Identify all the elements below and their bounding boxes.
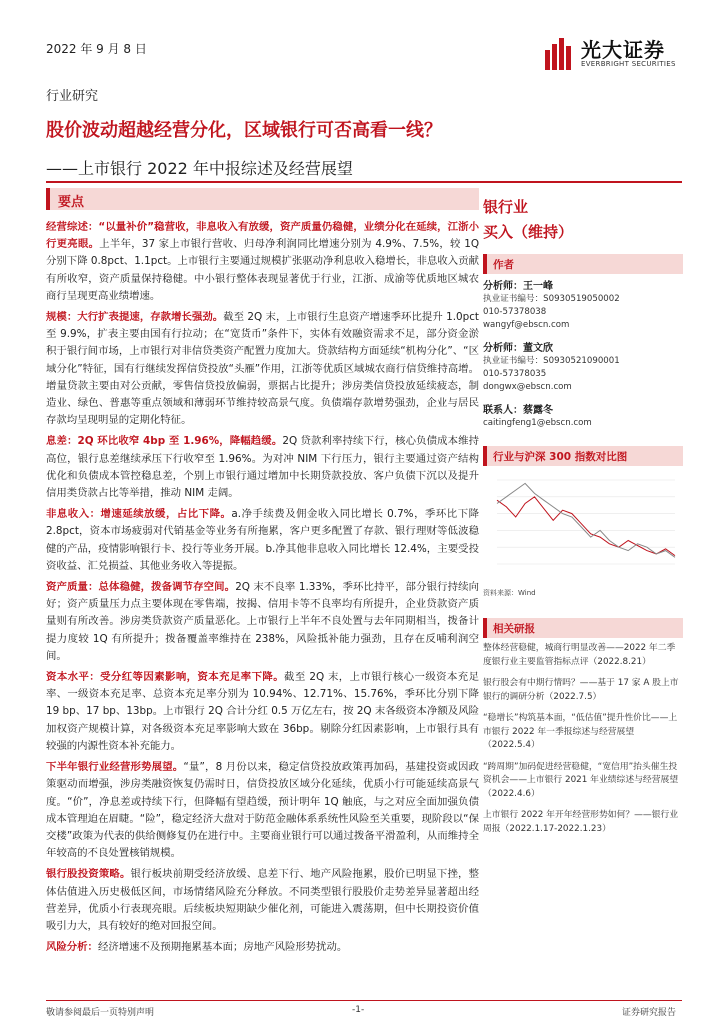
- key-point-paragraph: [46, 506, 479, 575]
- paragraph-head: 非息收入：增速延续放缓，占比下降。: [46, 508, 232, 521]
- analyst-block: [483, 280, 683, 332]
- analyst-name: 分析师：董文欣: [483, 343, 553, 354]
- key-points-heading: 要点: [58, 195, 85, 210]
- index-comparison-chart: [483, 472, 683, 580]
- related-heading: 相关研报: [493, 623, 535, 635]
- paragraph-body: a.净手续费及佣金收入同比增长 0.7%，季环比下降 2.8pct，资本市场疲弱对代销基金等业务有所拖累，客户更多配置了存款、银行理财等低波稳健的产品，疫情影响银行卡、投行等业务开展。b.净其他非息收入同比增长 12.4%，主要受投资收益、汇兑损益、其他业务收入等提振。: [46, 508, 479, 572]
- chart-header: [483, 446, 683, 466]
- paragraph-head: 资产质量：总体稳健，拨备调节存空间。: [46, 581, 236, 594]
- chart-series-line: [497, 497, 675, 556]
- analyst-email[interactable]: dongwx@ebscn.com: [483, 382, 572, 392]
- paragraph-head: 经营综述：“以量补价”稳营收，非息收入有放缓，资产质量仍稳健，业绩分化在延续，江浙小行更亮眼。: [46, 221, 479, 251]
- paragraph-head: 息差：2Q 环比收窄 4bp 至 1.96%，降幅趋缓。: [46, 435, 283, 448]
- header-accent: [483, 446, 487, 466]
- investment-rating: 买入（维持）: [483, 223, 574, 241]
- footer-divider: [46, 1000, 682, 1001]
- paragraph-head: 银行股投资策略。: [46, 868, 131, 881]
- paragraph-head: 风险分析：: [46, 941, 98, 954]
- report-subtitle: ——上市银行 2022 年中报综述及经营展望: [46, 159, 353, 178]
- paragraph-head: 资本水平：受分红等因素影响，资本充足率下降。: [46, 671, 285, 684]
- analyst-email[interactable]: wangyf@ebscn.com: [483, 320, 570, 330]
- key-points-header: [46, 188, 479, 210]
- analyst-block: [483, 342, 683, 394]
- key-point-paragraph: [46, 579, 479, 665]
- author-header: [483, 254, 683, 274]
- chart-heading: 行业与沪深 300 指数对比图: [493, 451, 628, 463]
- key-points-body: [46, 219, 479, 960]
- analyst-phone: 010-57378035: [483, 369, 547, 379]
- company-logo: [545, 30, 685, 76]
- key-point-paragraph: [46, 866, 479, 935]
- key-point-paragraph: [46, 219, 479, 305]
- report-title: 股价波动超越经营分化，区域银行可否高看一线？: [46, 120, 442, 141]
- contact-email[interactable]: caitingfeng1@ebscn.com: [483, 418, 592, 428]
- key-point-paragraph: [46, 669, 479, 755]
- related-report-link[interactable]: 整体经营稳健，城商行明显改善——2022 年二季度银行业主要监管指标点评（2022.8.21）: [483, 643, 676, 667]
- key-point-paragraph: [46, 433, 479, 502]
- sector-name: 银行业: [483, 198, 529, 216]
- logo-mark-icon: [545, 36, 575, 70]
- paragraph-body: “量”，8 月份以来，稳定信贷投放政策再加码，基建投资或因政策驱动而增强，涉房类融资恢复仍需时日，信贷投放区域分化延续，优质小行可能延续高景气度。“价”，净息差或持续下行，但降幅有望趋缓，预计明年 1Q 触底，与之对应全面加强负债成本管理迫在眉睫。“险”，稳定经济大盘对于防范金融体系系统性风险至关重要，现阶段以“保交楼”政策为代表的供给侧修复仍在进行中。主要商业银行可以通过拨备平滑盈利，从而维持全年较高的不良处置核销规模。: [46, 761, 479, 860]
- title-divider: [46, 181, 682, 183]
- header-accent: [483, 618, 487, 638]
- chart-source: 资料来源：Wind: [483, 589, 536, 597]
- paragraph-body: 上半年，37 家上市银行营收、归母净利润同比增速分别为 4.9%、7.5%，较 1Q 分别下降 0.8pct、1.1pct。上市银行主要通过规模扩张驱动净利息收入稳增长，非息收入贡献有所收窄，资产质量保持稳健。中小银行整体表现显著优于行业，江浙、成渝等优质地区城农商行呈现更高业绩增速。: [46, 238, 479, 302]
- logo-english-text: EVERBRIGHT SECURITIES: [581, 60, 676, 68]
- paragraph-body: 2Q 末不良率 1.33%，季环比持平，部分银行持续向好；资产质量压力点主要体现在零售端，按揭、信用卡等不良率均有所提升，企业贷款资产质量则有所改善。涉房类贷款资产质量恶化。上市银行上半年不良处置与去年同期相当，拨备计提力度较 1Q 有所提升；拨备覆盖率维持在 238%，风险抵补能力强劲，且存在反哺利润空间。: [46, 581, 480, 662]
- related-header: [483, 618, 683, 638]
- contact-block: [483, 404, 683, 430]
- paragraph-body: 截至 2Q 末，上市银行核心一级资本充足率、一级资本充足率、总资本充足率分别为 10.94%、12.71%、15.76%，季环比分别下降 19 bp、17 bp、13bp。上市银行 2Q 合计分红 0.5 万亿左右，按 2Q 末各级资本净额及风险加权资产规模计算，对各级资本充足率影响大致在 36bp。剔除分红因素影响，上市银行具有较强的内源性资本补充能力。: [46, 671, 479, 752]
- key-point-paragraph: [46, 939, 479, 956]
- header-accent: [483, 254, 487, 274]
- related-report-link[interactable]: 银行股会有中期行情吗？——基于 17 家 A 股上市银行的调研分析（2022.7.5）: [483, 678, 679, 702]
- doc-type-label: 行业研究: [46, 89, 99, 104]
- paragraph-body: 截至 2Q 末，上市银行生息资产增速季环比提升 1.0pct 至 9.9%，扩表主要由国有行拉动；在“宽货币”条件下，实体有效融资需求不足，部分资金淤积于银行间市场，上市银行对非信贷类资产配置力度加大。贷款结构方面延续“机构分化”、“区域分化”特征，国有行继续发挥信贷投放“头雁”作用，江浙等优质区域城农商行信贷维持高增。增量贷款主要由对公贡献，零售信贷投放偏弱，票据占比提升；涉房类信贷投放延续疲态，制造业、绿色、普惠等重点领域和薄弱环节维持较高景气度。负债端存款增势强劲，企业与居民存款均呈现明显的定期化特征。: [46, 311, 479, 427]
- analyst-cert: 执业证书编号：S0930519050002: [483, 294, 620, 304]
- analyst-phone: 010-57378038: [483, 307, 547, 317]
- analyst-name: 分析师：王一峰: [483, 281, 553, 292]
- footer-disclaimer: 敬请参阅最后一页特别声明: [46, 1008, 155, 1018]
- paragraph-body: 经济增速不及预期拖累基本面；房地产风险形势扰动。: [97, 941, 348, 954]
- related-report-link[interactable]: 上市银行 2022 年开年经营形势如何？——银行业周报（2022.1.17-2022.1.23）: [483, 810, 679, 834]
- author-heading: 作者: [493, 259, 514, 271]
- report-date: 2022 年 9 月 8 日: [46, 42, 147, 56]
- contact-name: 联系人：蔡露冬: [483, 405, 553, 416]
- chart-series-line: [497, 483, 675, 557]
- paragraph-body: 2Q 贷款利率持续下行，核心负债成本维持高位，银行息差继续承压下行收窄至 1.96%。为对冲 NIM 下行压力，银行主要通过资产结构优化和负债成本管控稳息差，个别上市银行通过增加中长期贷款投放、客户负债下沉以及提升信用类贷款占比等举措，推动 NIM 走阔。: [46, 435, 480, 500]
- logo-text: 光大证券: [581, 38, 665, 62]
- page-number: -1-: [352, 1005, 365, 1015]
- paragraph-head: 规模：大行扩表提速，存款增长强劲。: [46, 311, 224, 324]
- paragraph-body: 银行板块前期受经济放缓、息差下行、地产风险拖累，股价已明显下挫，整体估值进入历史极低区间，市场情绪风险充分释放。不同类型银行股股价走势差异显著超出经营差异，优质小行表现亮眼。后续板块短期缺少催化剂，可能进入震荡期，但中长期投资价值吸引力大，具有较好的绝对回报空间。: [46, 868, 480, 932]
- related-report-link[interactable]: “跨周期”加码促进经营稳健，“宽信用”抬头催生投资机会——上市银行 2021 年业绩综述与经营展望（2022.4.6）: [483, 761, 679, 799]
- sidebar: [483, 196, 683, 836]
- paragraph-head: 下半年银行业经营形势展望。: [46, 761, 184, 774]
- related-report-link[interactable]: “稳增长”构筑基本面，“低估值”提升性价比——上市银行 2022 年一季报综述与经营展望（2022.5.4）: [483, 713, 678, 750]
- footer-label: 证券研究报告: [622, 1008, 677, 1018]
- analyst-cert: 执业证书编号：S0930521090001: [483, 356, 620, 366]
- key-point-paragraph: [46, 759, 479, 862]
- header-accent: [46, 188, 50, 210]
- key-point-paragraph: [46, 309, 479, 429]
